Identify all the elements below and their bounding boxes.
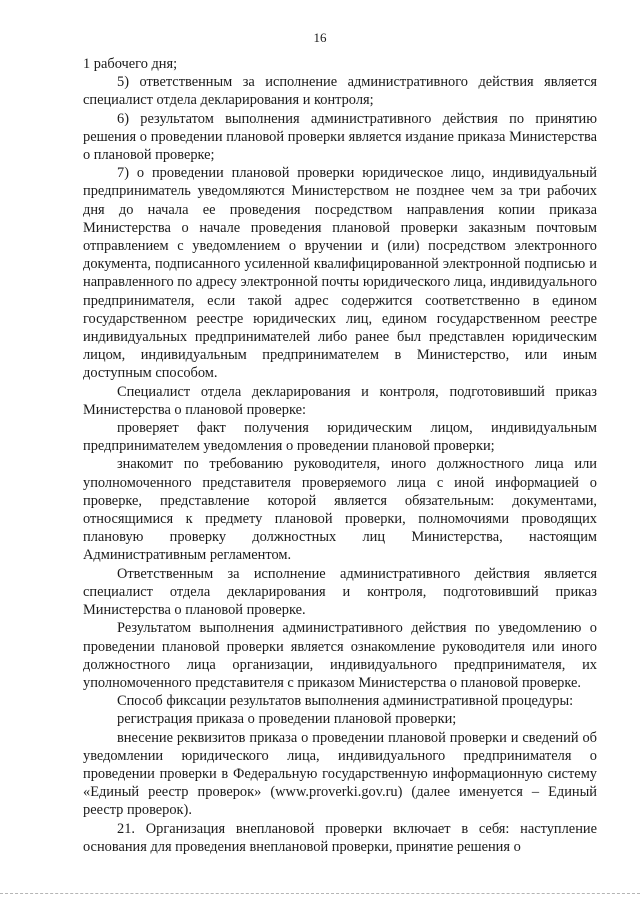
paragraph-2: 5) ответственным за исполнение административного действия является специалист отдела декларирования и контроля; — [83, 74, 597, 109]
paragraph-11: регистрация приказа о проведении плановой проверки; — [117, 711, 457, 728]
paragraph-12: внесение реквизитов приказа о проведении плановой проверки и сведений об уведомлении юридического лица, индивидуального предпринимателя о проведении проверки в Федеральную государственную информационную систему «Единый реестр проверок» (www.proverki.gov.ru) (далее именуется – Единый реестр проверок). — [83, 729, 597, 819]
paragraph-1: 1 рабочего дня; — [83, 56, 178, 72]
paragraph-7: знакомит по требованию руководителя, иного должностного лица или уполномоченного представителя проверяемого лица с иной информацией о проверке, представление которой является обязательным: документами, относящимися к предмету плановой проверки, полномочиями проводящих плановую проверку должностных лиц Министерства, настоящим Административным регламентом. — [83, 456, 597, 564]
paragraph-3: 6) результатом выполнения административного действия по принятию решения о проведении плановой проверки является издание приказа Министерства о плановой проверке; — [83, 110, 597, 164]
paragraph-6: проверяет факт получения юридическим лицом, индивидуальным предпринимателем уведомления о проведении плановой проверки; — [83, 420, 597, 455]
page-bottom-divider — [0, 893, 640, 894]
document-body — [83, 55, 597, 856]
paragraph-10: Способ фиксации результатов выполнения административной процедуры: — [117, 693, 574, 710]
paragraph-4: 7) о проведении плановой проверки юридическое лицо, индивидуальный предприниматель уведомляются Министерством не позднее чем за три рабочих дня до начала ее проведения посредством направления копии приказа Министерства о начале проведения плановой проверки заказным почтовым отправлением с уведомлением о вручении и (или) посредством электронного документа, подписанного усиленной квалифицированной электронной подписью и направленного по адресу электронной почты юридического лица, индивидуального предпринимателя, если такой адрес содержится соответственно в едином государственном реестре юридических лиц, едином государственном реестре индивидуальных предпринимателей либо ранее был представлен юридическим лицом, индивидуальным предпринимателем в Министерство, или иным доступным способом. — [83, 165, 597, 382]
paragraph-9: Результатом выполнения административного действия по уведомлению о проведении плановой проверки является ознакомление руководителя или иного должностного лица организации, индивидуального предпринимателя, их уполномоченного представителя с приказом Министерства о плановой проверке. — [83, 620, 597, 691]
paragraph-8: Ответственным за исполнение административного действия является специалист отдела декларирования и контроля, подготовивший приказ Министерства о плановой проверке. — [83, 565, 597, 619]
page-number: 16 — [313, 30, 327, 45]
paragraph-5: Специалист отдела декларирования и контроля, подготовивший приказ Министерства о плановой проверке: — [83, 383, 597, 418]
paragraph-13: 21. Организация внеплановой проверки включает в себя: наступление основания для проведения внеплановой проверки, принятие решения о — [83, 820, 597, 855]
